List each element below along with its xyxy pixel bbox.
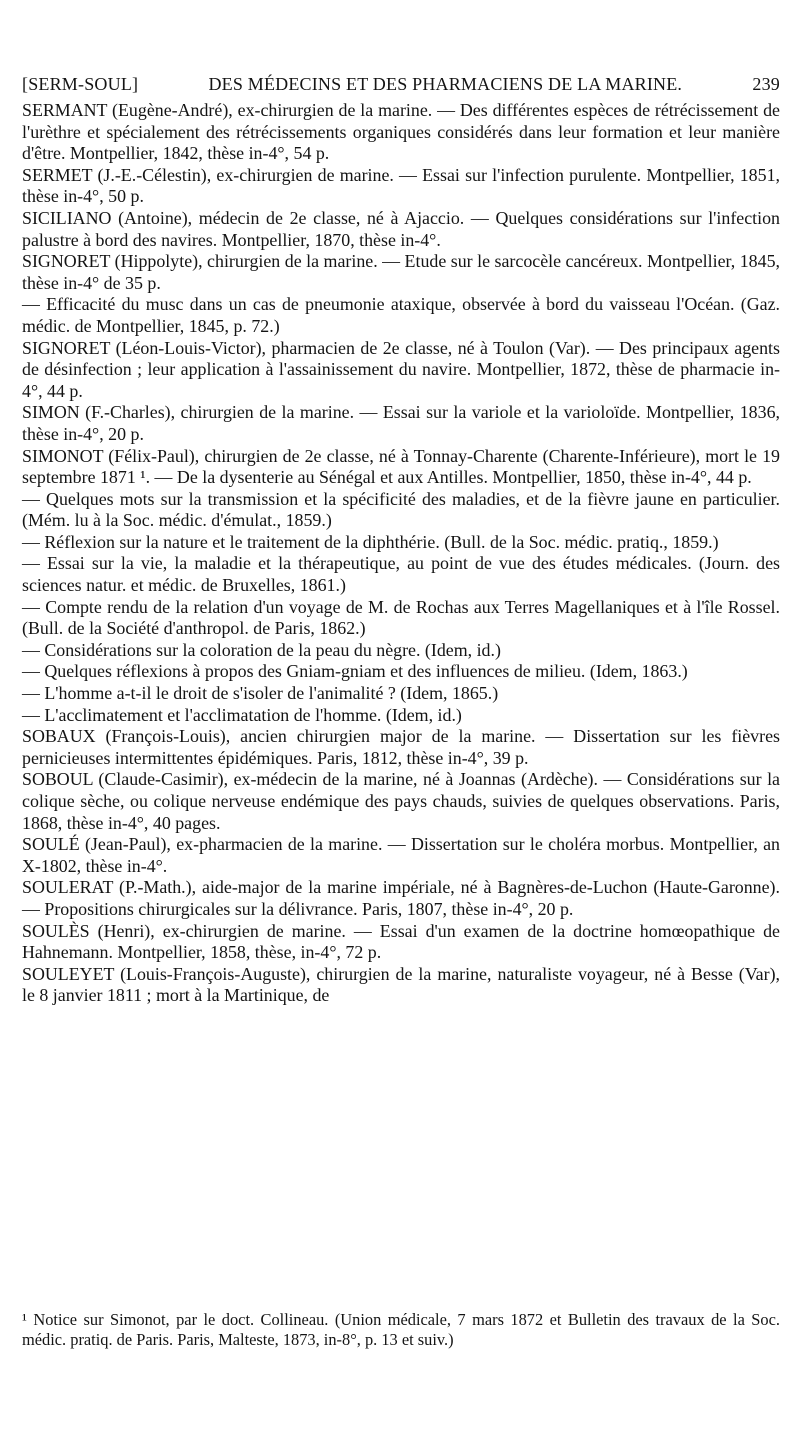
running-header: [22, 74, 780, 95]
entry: — Essai sur la vie, la maladie et la thérapeutique, au point de vue des études médicales. (Journ. des sciences natur. et médic. de Bruxelles, 1861.): [22, 553, 780, 596]
entry: SIMONOT (Félix-Paul), chirurgien de 2e classe, né à Tonnay-Charente (Charente-Inférieure), mort le 19 septembre 1871 ¹. — De la dysenterie au Sénégal et aux Antilles. Montpellier, 1850, thèse in-4°, 44 p.: [22, 445, 780, 488]
page-number: 239: [752, 74, 780, 94]
entry: — L'acclimatement et l'acclimatation de l'homme. (Idem, id.): [22, 704, 462, 725]
entry: SIGNORET (Hippolyte), chirurgien de la marine. — Etude sur le sarcocèle cancéreux. Montpellier, 1845, thèse in-4° de 35 p.: [22, 251, 780, 293]
bibliography-body: [22, 100, 780, 1007]
entry: SIMON (F.-Charles), chirurgien de la marine. — Essai sur la variole et la varioloïde. Montpellier, 1836, thèse in-4°, 20 p.: [22, 402, 780, 444]
entry: — Considérations sur la coloration de la peau du nègre. (Idem, id.): [22, 639, 501, 660]
header-title: DES MÉDECINS ET DES PHARMACIENS DE LA MARINE.: [208, 74, 683, 94]
footnote: ¹ Notice sur Simonot, par le doct. Collineau. (Union médicale, 7 mars 1872 et Bulletin des travaux de la Soc. médic. pratiq. de Paris. Paris, Malteste, 1873, in-8°, p. 13 et suiv.): [22, 1310, 780, 1349]
entry: SOBAUX (François-Louis), ancien chirurgien major de la marine. — Dissertation sur les fièvres pernicieuses intermittentes épidémiques. Paris, 1812, thèse in-4°, 39 p.: [22, 726, 780, 768]
entry: SERMET (J.-E.-Célestin), ex-chirurgien de marine. — Essai sur l'infection purulente. Montpellier, 1851, thèse in-4°, 50 p.: [22, 164, 780, 207]
entry: SERMANT (Eugène-André), ex-chirurgien de la marine. — Des différentes espèces de rétrécissement de l'urèthre et spécialement des rétrécissements organiques considérés dans leur formation et leur manière d'être. Montpellier, 1842, thèse in-4°, 54 p.: [22, 100, 780, 164]
entry: SOULÉ (Jean-Paul), ex-pharmacien de la marine. — Dissertation sur le choléra morbus. Montpellier, an X-1802, thèse in-4°.: [22, 834, 780, 876]
entry: SOBOUL (Claude-Casimir), ex-médecin de la marine, né à Joannas (Ardèche). — Considérations sur la colique sèche, ou colique nerveuse endémique des pays chauds, suivies de quelques observations. Paris, 1868, thèse in-4°, 40 pages.: [22, 769, 780, 833]
entry: — L'homme a-t-il le droit de s'isoler de l'animalité ? (Idem, 1865.): [22, 683, 499, 704]
entry: SOULÈS (Henri), ex-chirurgien de marine. — Essai d'un examen de la doctrine homœopathique de Hahnemann. Montpellier, 1858, thèse, in-4°, 72 p.: [22, 920, 780, 963]
entry: SIGNORET (Léon-Louis-Victor), pharmacien de 2e classe, né à Toulon (Var). — Des principaux agents de désinfection ; leur application à l'assainissement du navire. Montpellier, 1872, thèse de pharmacie in-4°, 44 p.: [22, 337, 780, 401]
entry: — Quelques réflexions à propos des Gniam-gniam et des influences de milieu. (Idem, 1863.): [22, 661, 688, 682]
header-range: [SERM-SOUL]: [22, 74, 139, 94]
entry: — Réflexion sur la nature et le traitement de la diphthérie. (Bull. de la Soc. médic. pratiq., 1859.): [22, 531, 719, 552]
entry: SOULERAT (P.-Math.), aide-major de la marine impériale, né à Bagnères-de-Luchon (Haute-Garonne). — Propositions chirurgicales sur la délivrance. Paris, 1807, thèse in-4°, 20 p.: [22, 877, 780, 919]
entry: — Quelques mots sur la transmission et la spécificité des maladies, et de la fièvre jaune en particulier. (Mém. lu à la Soc. médic. d'émulat., 1859.): [22, 488, 780, 531]
entry: — Compte rendu de la relation d'un voyage de M. de Rochas aux Terres Magellaniques et à l'île Rossel. (Bull. de la Société d'anthropol. de Paris, 1862.): [22, 596, 780, 639]
entry: — Efficacité du musc dans un cas de pneumonie ataxique, observée à bord du vaisseau l'Océan. (Gaz. médic. de Montpellier, 1845, p. 72.): [22, 294, 780, 336]
entry: SICILIANO (Antoine), médecin de 2e classe, né à Ajaccio. — Quelques considérations sur l'infection palustre à bord des navires. Montpellier, 1870, thèse in-4°.: [22, 207, 780, 250]
entry: SOULEYET (Louis-François-Auguste), chirurgien de la marine, naturaliste voyageur, né à Besse (Var), le 8 janvier 1811 ; mort à la Martinique, de: [22, 963, 780, 1006]
